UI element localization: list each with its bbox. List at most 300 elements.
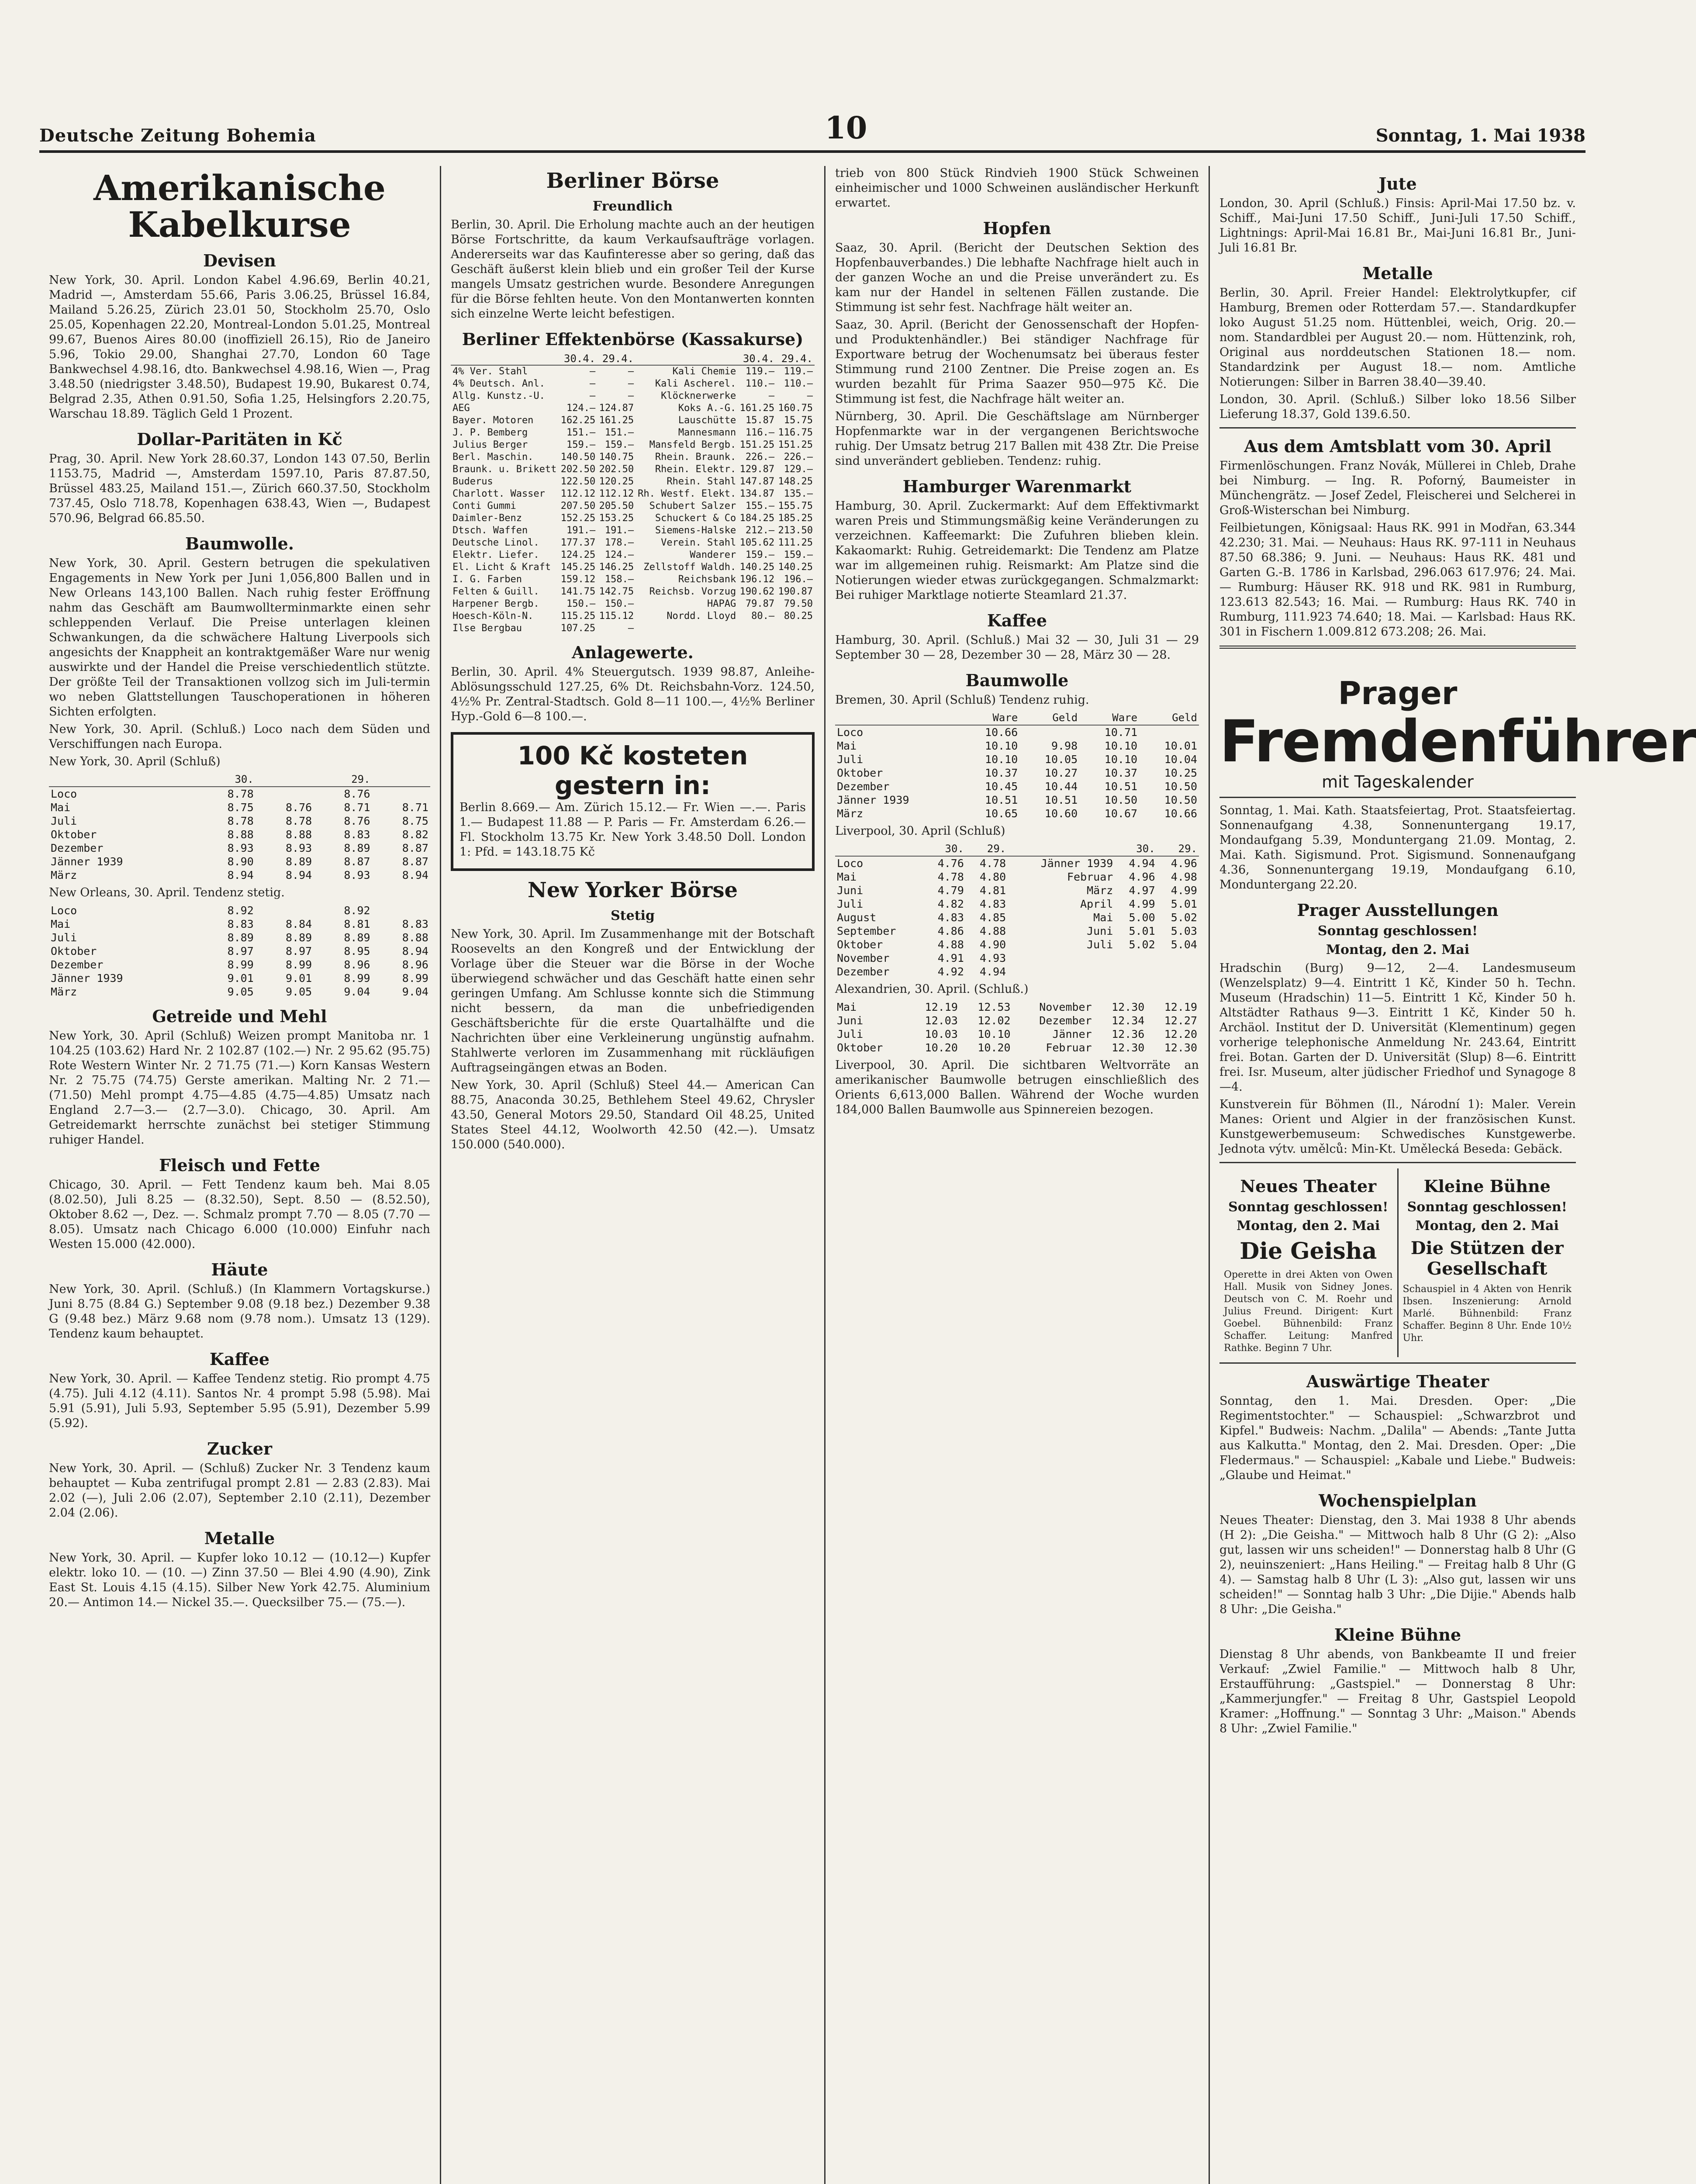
table-cell: 8.88 <box>402 931 428 944</box>
table-cell: 10.51 <box>1104 780 1138 793</box>
table-cell: 124.— <box>566 402 596 414</box>
table-cell: 4.86 <box>937 925 964 937</box>
column-2 <box>441 166 826 2184</box>
table-cell: Juni <box>837 884 864 897</box>
table-cell: 8.97 <box>227 945 254 957</box>
table-cell: Zellstoff Waldh. <box>643 561 736 573</box>
table-row <box>835 766 1199 780</box>
table-cell: 8.71 <box>402 801 428 814</box>
table-cell: 159.— <box>784 549 813 560</box>
table-cell: 159.12 <box>560 574 596 585</box>
table-cell: Jänner 1939 <box>1040 857 1113 870</box>
rind-text: trieb von 800 Stück Rindvieh 1900 Stück Schweinen einheimischer und 1000 Schweinen ausländischer Herkunft erwartet. <box>835 166 1199 210</box>
table-cell: März <box>837 807 864 820</box>
table-cell: 80.— <box>751 610 775 622</box>
table-cell: 4.98 <box>1171 871 1197 883</box>
table-row <box>49 801 430 814</box>
table-cell: 10.03 <box>925 1028 958 1040</box>
table-cell: Dezember <box>837 780 890 793</box>
table-cell: Dezember <box>51 842 104 854</box>
table-row <box>49 841 430 855</box>
table-header-cell: Ware <box>960 711 1019 725</box>
table-cell: Charlott. Wasser <box>452 488 545 499</box>
table-cell: 5.04 <box>1171 938 1197 951</box>
neues-theater-montag: Montag, den 2. Mai <box>1237 1218 1380 1234</box>
table-cell: 8.93 <box>285 842 312 854</box>
table-cell: 4.97 <box>1129 884 1155 897</box>
table-cell: Oktober <box>837 767 883 779</box>
table-row <box>835 753 1199 766</box>
table-cell: Lauschütte <box>678 415 736 426</box>
table-cell: Mai <box>837 740 857 752</box>
table-cell: April <box>1080 898 1113 910</box>
ausstellungen-sub-2: Montag, den 2. Mai <box>1326 942 1470 957</box>
table-cell: Juni <box>1087 925 1113 937</box>
newspaper-page <box>39 66 1696 2184</box>
table-cell: 226.— <box>745 451 775 463</box>
table-cell: 8.76 <box>344 815 370 827</box>
kalender-text: Sonntag, 1. Mai. Kath. Staatsfeiertag, Prot. Staatsfeiertag. Sonnenaufgang 4.38, Sonnenuntergang 19.17, Mondaufgang 5.39, Monduntergang 21.09. Montag, 2. Mai. Kath. Sigismund. Prot. Sigismund. Sonnenaufgang 4.36, Sonnenuntergang 19.19, Mondaufgang 6.10, Monduntergang 22.20. <box>1219 803 1576 892</box>
table-header-cell: 29.4. <box>776 352 815 365</box>
table-cell: Elektr. Liefer. <box>452 549 539 560</box>
table-row <box>451 598 815 610</box>
table-header-cell <box>835 711 960 725</box>
amtsblatt-title: Aus dem Amtsblatt vom 30. April <box>1244 436 1551 456</box>
table-cell: 105.62 <box>739 537 775 548</box>
table-cell: November <box>1039 1001 1092 1013</box>
table-cell: 8.93 <box>344 869 370 881</box>
table-cell: Februar <box>1046 1041 1092 1054</box>
table-cell: 79.87 <box>745 598 775 609</box>
table-header-cell <box>451 352 559 365</box>
baumwolle-text: New York, 30. April. Gestern betrugen die spekulativen Engagements in New York per Juni 1,056,800 Ballen und in New Orleans 143,100 Ballen. Nach ruhig fester Eröffnung nahm das Geschäft am Baumwollterminmarkte einen sehr schleppenden Verlauf. Die Preise unterlagen kleinen Schwankungen, da die schwächere Haltung Liverpools sich angesichts der Knappheit an kontraktgemäßer Ware nur wenig auswirkte und der Handel die Preise verschiedentlich stützte. Der größte Teil der Transaktionen vollzog sich im Juli-termin wo neben Glattstellungen Tauschoperationen in höheren Sichten erfolgten. <box>49 556 430 719</box>
table-cell: Hoesch-Köln-N. <box>452 610 534 622</box>
table-cell: 8.99 <box>227 958 254 971</box>
haeute-title: Häute <box>211 1260 268 1279</box>
kleine-buehne-box <box>1399 1168 1576 1357</box>
columns <box>39 166 1696 2184</box>
table-cell: 124.87 <box>599 402 634 414</box>
anlage-text: Berlin, 30. April. 4% Steuergutsch. 1939 98.87, Anleihe-Ablösungsschuld 127.25, 6% Dt. Reichsbahn-Vorz. 124.50, 4½% Pr. Zentral-Stadtsch. Gold 8—11 100.—, 4½% Berliner Hyp.-Gold 6—8 100.—. <box>451 665 815 723</box>
table-cell: 12.53 <box>978 1001 1011 1013</box>
table-cell: Loco <box>51 788 77 800</box>
table-row <box>451 427 815 439</box>
table-cell: 10.10 <box>978 1028 1011 1040</box>
devisen-title: Devisen <box>203 251 276 270</box>
table-cell: 122.50 <box>560 476 596 487</box>
ny-cotton-table-title: New York, 30. April (Schluß) <box>49 755 221 768</box>
dollar-text: Prag, 30. April. New York 28.60.37, London 143 07.50, Berlin 1153.75, Madrid —, Amsterdam 1597.10, Paris 87.87.50, Brüssel 483.25, Mailand 151.—, Zürich 660.37.50, Stockholm 737.45, Oslo 718.78, Kopenhagen 638.43, Wien —, Budapest 570.96, Belgrad 66.85.50. <box>49 452 430 525</box>
table-cell: 4.78 <box>937 871 964 883</box>
table-row <box>451 537 815 549</box>
table-cell: 9.05 <box>285 985 312 998</box>
table-cell: 112.12 <box>599 488 634 499</box>
table-cell: 8.89 <box>227 931 254 944</box>
table-cell: 4.88 <box>980 925 1006 937</box>
table-cell: 9.01 <box>285 972 312 985</box>
running-header <box>39 110 1585 153</box>
table-cell: 150.— <box>566 598 596 609</box>
table-cell: 10.45 <box>985 780 1018 793</box>
table-cell: 107.25 <box>560 622 596 634</box>
table-cell: März <box>1087 884 1113 897</box>
table-cell: Dezember <box>837 965 890 978</box>
table-row <box>49 828 430 841</box>
table-cell: 80.25 <box>784 610 813 622</box>
table-cell: Mai <box>1093 911 1113 924</box>
table-cell: 8.95 <box>344 945 370 957</box>
neues-theater-box <box>1219 1168 1399 1357</box>
table-row <box>451 463 815 476</box>
table-cell <box>1157 965 1199 978</box>
table-cell: 8.81 <box>344 918 370 930</box>
table-cell: 4.93 <box>980 952 1006 964</box>
table-cell: 161.25 <box>739 402 775 414</box>
table-cell: Jänner <box>1052 1028 1092 1040</box>
wochenspielplan-title: Wochenspielplan <box>1319 1490 1477 1510</box>
table-row <box>451 476 815 488</box>
table-row <box>49 931 430 944</box>
table-cell: 191.— <box>604 525 634 536</box>
table-cell: Rh. Westf. Elekt. <box>638 488 736 499</box>
table-row <box>835 911 1199 924</box>
table-cell: Braunk. u. Brikett <box>452 463 557 475</box>
table-cell: 191.— <box>566 525 596 536</box>
table-cell: 8.89 <box>344 931 370 944</box>
fleisch-title: Fleisch und Fette <box>159 1155 320 1175</box>
table-cell: Nordd. Lloyd <box>667 610 736 622</box>
table-cell: Loco <box>51 904 77 917</box>
table-cell: 10.37 <box>1104 767 1138 779</box>
haeute-text: New York, 30. April. (Schluß.) (In Klammern Vortagskurse.) Juni 8.75 (8.84 G.) September 9.08 (9.18 bez.) Dezember 9.38 G (9.48 bez.) März 9.68 nom (9.78 nom.). Umsatz 13 (129). Tendenz kaum behauptet. <box>49 1282 430 1341</box>
warenmarkt-text: Hamburg, 30. April. Zuckermarkt: Auf dem Effektivmarkt waren Preis und Stimmungsmäßig keine Veränderungen zu verzeichnen. Kaffeemarkt: Die Zufuhren blieben klein. Kakaomarkt: Ruhig. Getreidemarkt: Die Tendenz am Platze war im allgemeinen ruhig. Reismarkt: Am Platze sind die Notierungen wieder etwas zurückgegangen. Schmalzmarkt: Bei ruhiger Marktlage notierte Steamlard 21.37. <box>835 499 1199 602</box>
table-cell: 10.20 <box>925 1041 958 1054</box>
table-row <box>451 622 815 635</box>
table-cell: Rhein. Elektr. <box>655 463 736 475</box>
section-title-kabelkurse: Amerikanische Kabelkurse <box>93 167 386 245</box>
table-cell <box>1008 951 1115 965</box>
ny-boerse-sub: Stetig <box>611 908 655 923</box>
table-cell: August <box>837 911 877 924</box>
table-cell: 4.99 <box>1129 898 1155 910</box>
table-cell: 10.50 <box>1104 794 1138 806</box>
table-cell: 10.65 <box>985 807 1018 820</box>
ausstellungen-sub: Sonntag geschlossen! <box>1317 923 1478 939</box>
table-cell: Allg. Kunstz.-U. <box>452 390 545 401</box>
table-cell: 213.50 <box>778 525 813 536</box>
table-cell: 10.27 <box>1044 767 1078 779</box>
table-cell: 150.— <box>604 598 634 609</box>
divider <box>1219 427 1576 429</box>
table-cell <box>636 622 738 635</box>
hopfen-text: Saaz, 30. April. (Bericht der Deutschen Sektion des Hopfenbauverbandes.) Die lebhafte Nachfrage hielt auch in der ganzen Woche an und die Preise unverändert zu. Es kam nur der Handel in seltenen Fällen zustande. Die Stimmung ist sehr fest. Nachfrage hält weiter an. <box>835 241 1199 314</box>
table-cell: Loco <box>837 726 864 739</box>
ny-boerse-title: New Yorker Börse <box>527 878 738 902</box>
table-cell: 10.10 <box>1104 753 1138 766</box>
table-cell: 12.30 <box>1164 1041 1197 1054</box>
table-cell: 4.82 <box>937 898 964 910</box>
table-cell: 15.75 <box>784 415 813 426</box>
kleine-buehne-title: Kleine Bühne <box>1423 1176 1551 1196</box>
table-header-row <box>835 842 1199 856</box>
table-row <box>451 500 815 512</box>
table-row <box>451 512 815 525</box>
table-cell: 10.67 <box>1104 807 1138 820</box>
table-cell: Mai <box>51 801 71 814</box>
table-cell: 155.75 <box>778 500 813 511</box>
fleisch-text: Chicago, 30. April. — Fett Tendenz kaum beh. Mai 8.05 (8.02.50), Juli 8.25 — (8.32.50), Sept. 8.50 — (8.52.50), Oktober 8.62 —, Dez. —. Schmalz prompt 7.70 — 8.05 (7.70 — 8.05). Umsatz nach Chicago 6.000 (10.000) Einfuhr nach Westen 15.000 (42.000). <box>49 1178 430 1251</box>
table-cell: 155.— <box>745 500 775 511</box>
table-cell: 8.90 <box>227 855 254 868</box>
table-cell: Schuckert & Co <box>655 512 736 524</box>
table-cell: 8.75 <box>227 801 254 814</box>
column-1 <box>39 166 441 2184</box>
alexandrien-table <box>835 1000 1199 1054</box>
table-cell: 12.03 <box>925 1014 958 1027</box>
table-cell: — <box>807 390 813 401</box>
table-cell: 151.— <box>566 427 596 438</box>
table-row <box>835 1041 1199 1054</box>
table-cell: 9.04 <box>402 985 428 998</box>
baumwolle-text-2: New York, 30. April. (Schluß.) Loco nach dem Süden und Verschiffungen nach Europa. <box>49 722 430 751</box>
table-cell: Koks A.-G. <box>678 402 736 414</box>
table-cell: Siemens-Halske <box>655 525 736 536</box>
neues-theater-play: Die Geisha <box>1240 1237 1377 1265</box>
alexandrien-title: Alexandrien, 30. April. (Schluß.) <box>835 982 1029 996</box>
ny-boerse-text-2: New York, 30. April (Schluß) Steel 44.— American Can 88.75, Anaconda 30.25, Bethlehem Steel 49.62, Chrysler 43.50, General Motors 29.50, Standard Oil 48.25, United States Steel 44.12, Woolworth 42.50 (42.—). Umsatz 150.000 (540.000). <box>451 1078 815 1151</box>
table-cell: 8.83 <box>227 918 254 930</box>
table-cell: 5.00 <box>1129 911 1155 924</box>
kaffee-title: Kaffee <box>209 1349 270 1369</box>
metalle-text-4b: London, 30. April. (Schluß.) Silber loko 18.56 Silber Lieferung 18.37, Gold 139.6.50. <box>1219 393 1576 421</box>
table-cell: 142.75 <box>599 586 634 597</box>
kc-box-title: 100 Kč kosteten gestern in: <box>517 740 748 800</box>
kleine-buehne-2-text: Dienstag 8 Uhr abends, von Bankbeamte II und freier Verkauf: „Zwiel Familie." — Mittwoch halb 8 Uhr, Erstaufführung: „Gastspiel." — Donnerstag 8 Uhr: „Kammerjungfer." — Freitag 8 Uhr, Gastspiel Leopold Kramer: „Hoffnung." — Sonntag 3 Uhr: „Maison." Abends 8 Uhr: „Zwiel Familie." <box>1219 1647 1576 1735</box>
table-cell: 10.50 <box>1164 780 1197 793</box>
page-number: 10 <box>825 110 867 146</box>
table-cell: Kali Chemie <box>672 366 736 377</box>
table-cell: 129.— <box>784 463 813 475</box>
table-row <box>835 807 1199 820</box>
table-cell: 124.25 <box>560 549 596 560</box>
table-row <box>835 780 1199 793</box>
table-cell <box>1157 951 1199 965</box>
table-cell: 4.94 <box>980 965 1006 978</box>
table-cell: 4.78 <box>980 857 1006 870</box>
table-cell: 160.75 <box>778 402 813 414</box>
table-cell: — <box>590 366 596 377</box>
table-row <box>451 415 815 427</box>
table-cell: 152.25 <box>560 512 596 524</box>
table-cell: 8.78 <box>227 788 254 800</box>
table-row <box>835 725 1199 739</box>
table-cell <box>372 787 430 801</box>
table-cell: Conti Gummi <box>452 500 516 511</box>
kc-box <box>451 732 815 871</box>
table-cell: 119.— <box>745 366 775 377</box>
table-cell: 185.25 <box>778 512 813 524</box>
table-cell: Mannesmann <box>678 427 736 438</box>
table-cell <box>738 622 776 635</box>
table-cell: 4.91 <box>937 952 964 964</box>
table-header-cell: Ware <box>1079 711 1139 725</box>
table-cell: Juli <box>51 931 77 944</box>
table-header-row <box>835 711 1199 725</box>
table-cell: 162.25 <box>560 415 596 426</box>
ausstellungen-title: Prager Ausstellungen <box>1297 900 1499 920</box>
table-cell: 8.71 <box>344 801 370 814</box>
table-row <box>49 814 430 828</box>
table-cell: Berl. Maschin. <box>452 451 534 463</box>
warenmarkt-title: Hamburger Warenmarkt <box>902 477 1132 496</box>
jute-title: Jute <box>1378 174 1417 194</box>
table-cell: 12.19 <box>1164 1001 1197 1013</box>
table-header-cell: 30. <box>1115 842 1157 856</box>
table-cell: Jänner 1939 <box>51 972 123 985</box>
table-cell: 10.04 <box>1164 753 1197 766</box>
table-cell: AEG <box>452 402 470 414</box>
table-cell: — <box>628 366 634 377</box>
table-row <box>835 884 1199 897</box>
table-cell <box>776 622 815 635</box>
table-cell <box>256 787 314 801</box>
table-cell: Reichsb. Vorzug <box>649 586 736 597</box>
table-cell: 8.78 <box>285 815 312 827</box>
ny-boerse-text: New York, 30. April. Im Zusammenhange mit der Botschaft Roosevelts an den Kongreß und der Entwicklung der Vorlage über die Steuer war die Börse in der Woche überwiegend schwächer und das Geschäft hatte einen sehr geringen Umfang. Am Schlusse konnte sich die Stimmung nicht bessern, da man die unbefriedigenden Geschäftsberichte für die erste Quartalhälfte und die Nachrichten über eine Verkleinerung ungünstig aufnahm. Stahlwerte verloren im Zusammenhang mit rückläufigen Auftragseingängen etwas an Boden. <box>451 927 815 1075</box>
devisen-text: New York, 30. April. London Kabel 4.96.69, Berlin 40.21, Madrid —, Amsterdam 55.66, Paris 3.06.25, Brüssel 16.84, Mailand 5.26.25, Zürich 23.01 50, Stockholm 25.70, Oslo 25.05, Kopenhagen 22.20, Montreal-London 5.01.25, Montreal 99.67, Buenos Aires 80.00 (inoffiziell 26.15), Rio de Janeiro 5.96, Tokio 29.00, Shanghai 27.70, London 60 Tage Bankwechsel 4.98.16, dto. Bankwechsel 4.98.16, Wien —, Prag 3.48.50 (niedrigster 3.48.50), Budapest 19.90, Bukarest 0.74, Belgrad 2.35, Athen 0.91.50, Sofia 1.25, Helsingfors 2.20.75, Warschau 18.89. Täglich Geld 1 Prozent. <box>49 273 430 421</box>
table-cell: 12.30 <box>1112 1041 1145 1054</box>
table-cell: 8.87 <box>344 855 370 868</box>
table-cell: 10.66 <box>985 726 1018 739</box>
table-header-cell: 29. <box>314 773 372 787</box>
table-cell <box>1115 965 1157 978</box>
jute-text: London, 30. April (Schluß.) Finsis: April-Mai 17.50 bz. v. Schiff., Mai-Juni 17.50 Schiff., Juni-Juli 17.50 Schiff., Lightnings: April-Mai 16.81 Br., Mai-Juni 16.81 Br., Juni-Juli 16.81 Br. <box>1219 197 1576 255</box>
table-cell: 10.60 <box>1044 807 1078 820</box>
table-cell: 12.27 <box>1164 1014 1197 1027</box>
table-row <box>49 917 430 931</box>
table-cell: November <box>837 952 890 964</box>
hopfen-title: Hopfen <box>983 218 1051 238</box>
table-cell: 4.81 <box>980 884 1006 897</box>
table-cell: Harpener Bergb. <box>452 598 539 609</box>
table-cell: J. P. Bemberg <box>452 427 528 438</box>
table-cell: Wanderer <box>690 549 736 560</box>
table-header-cell: 29. <box>1157 842 1199 856</box>
table-cell <box>372 904 430 917</box>
table-cell: 190.62 <box>739 586 775 597</box>
table-cell: Felten & Guill. <box>452 586 539 597</box>
table-header-cell: 30.4. <box>559 352 597 365</box>
effekten-table <box>451 352 815 635</box>
table-cell: — <box>768 390 775 401</box>
table-cell <box>1019 725 1079 739</box>
table-cell: — <box>628 622 634 634</box>
table-cell: Oktober <box>837 938 883 951</box>
no-cotton-table-title: New Orleans, 30. April. Tendenz stetig. <box>49 886 285 899</box>
table-cell: 15.87 <box>745 415 775 426</box>
kaffee-title-3: Kaffee <box>987 611 1047 630</box>
table-cell: 12.34 <box>1112 1014 1145 1027</box>
table-cell: Jänner 1939 <box>51 855 123 868</box>
table-cell: 8.76 <box>344 788 370 800</box>
table-cell: 4% Ver. Stahl <box>452 366 528 377</box>
table-cell: 4.79 <box>937 884 964 897</box>
table-cell: Juni <box>837 1014 864 1027</box>
table-cell: 8.76 <box>285 801 312 814</box>
bremen-table <box>835 711 1199 820</box>
table-cell: Juli <box>837 753 864 766</box>
table-cell: 8.96 <box>402 958 428 971</box>
prager-label: Prager <box>1338 675 1458 712</box>
table-cell: Reichsbank <box>678 574 736 585</box>
table-cell: 140.25 <box>739 561 775 573</box>
table-cell: 10.66 <box>1164 807 1197 820</box>
zucker-text: New York, 30. April. — (Schluß) Zucker Nr. 3 Tendenz kaum behauptet — Kuba zentrifugal prompt 2.81 — 2.83 (2.83). Mai 2.02 (—), Juli 2.06 (2.07), September 2.10 (2.11), Dezember 2.04 (2.06). <box>49 1462 430 1520</box>
table-cell: 8.89 <box>285 931 312 944</box>
table-cell: 202.50 <box>599 463 634 475</box>
table-cell: 8.99 <box>402 972 428 985</box>
table-cell: 151.25 <box>778 439 813 450</box>
table-row <box>451 378 815 390</box>
table-cell: 161.25 <box>599 415 634 426</box>
table-cell: 145.25 <box>560 561 596 573</box>
table-cell: 151.— <box>604 427 634 438</box>
table-cell: 8.92 <box>344 904 370 917</box>
table-row <box>451 610 815 622</box>
table-cell: 5.03 <box>1171 925 1197 937</box>
table-cell: — <box>590 390 596 401</box>
table-cell: 205.50 <box>599 500 634 511</box>
table-cell: 8.83 <box>402 918 428 930</box>
table-header-cell: Geld <box>1139 711 1199 725</box>
table-cell: Ilse Bergbau <box>452 622 522 634</box>
table-cell: 119.— <box>784 366 813 377</box>
table-cell: 4.92 <box>937 965 964 978</box>
table-cell: 153.25 <box>599 512 634 524</box>
table-row <box>451 574 815 586</box>
table-cell: 8.96 <box>344 958 370 971</box>
table-cell: 8.84 <box>285 918 312 930</box>
table-cell: 8.83 <box>344 828 370 841</box>
bremen-title: Bremen, 30. April (Schluß) Tendenz ruhig. <box>835 693 1089 707</box>
table-cell: 4.88 <box>937 938 964 951</box>
divider-double <box>1219 646 1576 649</box>
table-row <box>49 985 430 999</box>
table-cell: Dtsch. Waffen <box>452 525 528 536</box>
table-cell: 10.44 <box>1044 780 1078 793</box>
table-cell: Februar <box>1067 871 1113 883</box>
table-row <box>835 965 1199 978</box>
berlin-boerse-title: Berliner Börse <box>546 169 719 193</box>
berlin-boerse-sub: Freundlich <box>592 198 673 214</box>
table-cell: Deutsche Linol. <box>452 537 539 548</box>
table-cell: 8.87 <box>402 855 428 868</box>
table-cell: 207.50 <box>560 500 596 511</box>
table-row <box>451 390 815 402</box>
table-row <box>49 904 430 917</box>
table-row <box>451 549 815 561</box>
table-row <box>451 488 815 500</box>
table-cell: 115.25 <box>560 610 596 622</box>
table-cell: 158.— <box>604 574 634 585</box>
table-row <box>835 924 1199 938</box>
table-cell: 8.94 <box>285 869 312 881</box>
table-cell: 148.25 <box>778 476 813 487</box>
table-cell: 10.20 <box>978 1041 1011 1054</box>
table-cell: 8.92 <box>227 904 254 917</box>
table-cell: 12.02 <box>978 1014 1011 1027</box>
table-row <box>451 586 815 598</box>
